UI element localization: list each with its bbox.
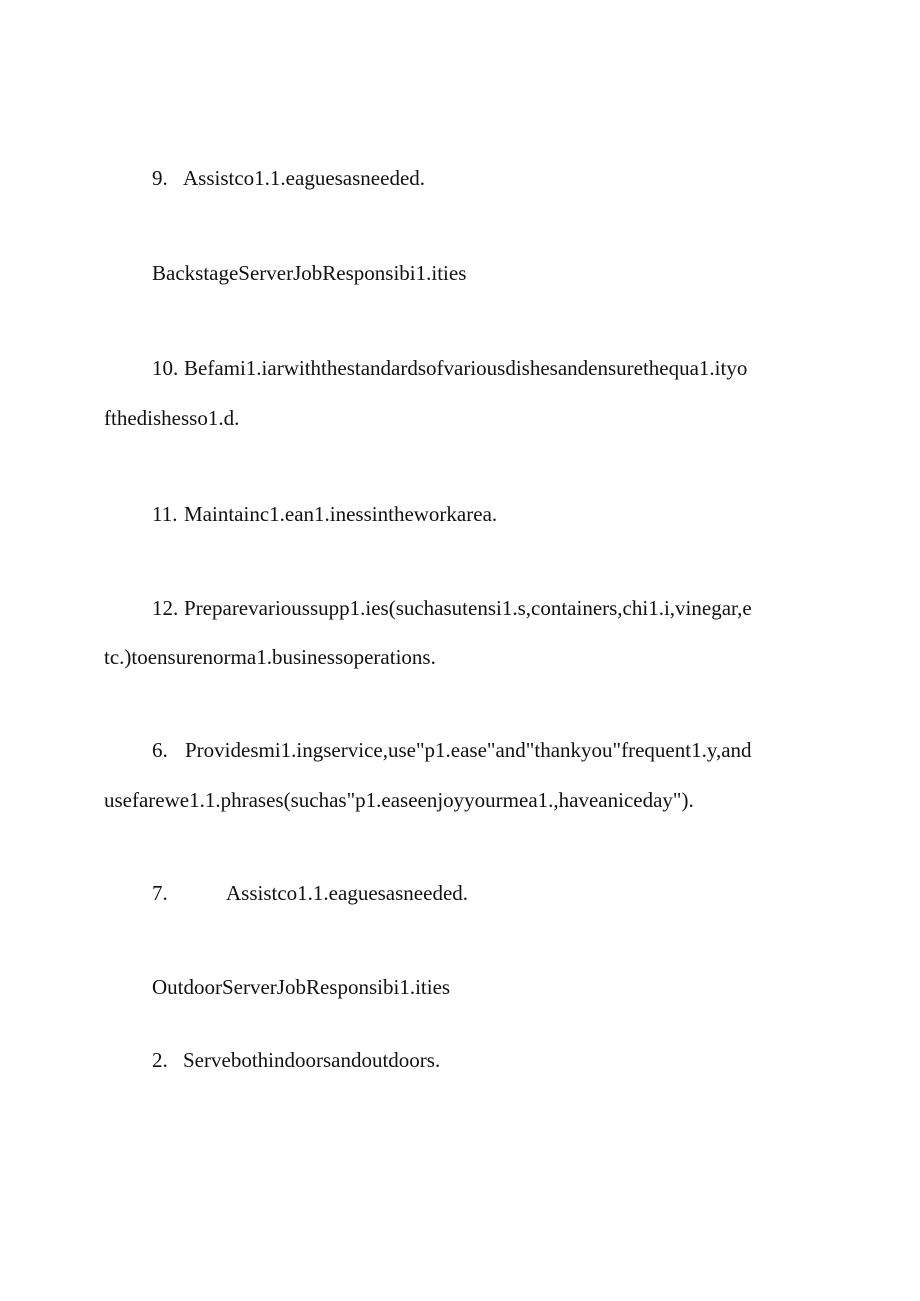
list-item-text: Maintainc1.ean1.inessintheworkarea.	[184, 502, 498, 526]
list-item-number: 6.	[152, 738, 168, 762]
list-item-text: Providesmi1.ingservice,use"p1.ease"and"thankyou"frequent1.y,and	[185, 738, 752, 762]
list-item-text: Befami1.iarwiththestandardsofvariousdishesandensurethequa1.ityo	[184, 356, 748, 380]
list-item-number: 2.	[152, 1048, 168, 1072]
list-item-number: 9.	[152, 166, 168, 190]
list-item-number: 12.	[152, 596, 179, 620]
list-item-6	[152, 738, 752, 762]
section-heading-outdoor: OutdoorServerJobResponsibi1.ities	[152, 975, 451, 999]
section-heading-backstage: BackstageServerJobResponsibi1.ities	[152, 261, 467, 285]
list-item-number: 7.	[152, 881, 168, 905]
list-item-12-continuation: tc.)toensurenorma1.businessoperations.	[104, 645, 436, 669]
list-item-number: 10.	[152, 356, 179, 380]
list-item-number: 11.	[152, 502, 178, 526]
list-item-6-continuation: usefarewe1.1.phrases(suchas"p1.easeenjoyyourmea1.,haveaniceday").	[104, 788, 694, 812]
list-item-2	[152, 1048, 440, 1072]
list-item-10	[152, 356, 747, 380]
list-item-12	[152, 596, 752, 620]
list-item-text: Assistco1.1.eaguesasneeded.	[183, 166, 426, 190]
list-item-7	[152, 881, 468, 905]
list-item-11	[152, 502, 497, 526]
list-item-text: Servebothindoorsandoutdoors.	[183, 1048, 441, 1072]
list-item-text: Preparevarioussupp1.ies(suchasutensi1.s,containers,chi1.i,vinegar,e	[184, 596, 752, 620]
list-item-text: Assistco1.1.eaguesasneeded.	[226, 881, 469, 905]
list-item-10-continuation: fthedishesso1.d.	[104, 406, 240, 430]
list-item-9	[152, 166, 425, 190]
